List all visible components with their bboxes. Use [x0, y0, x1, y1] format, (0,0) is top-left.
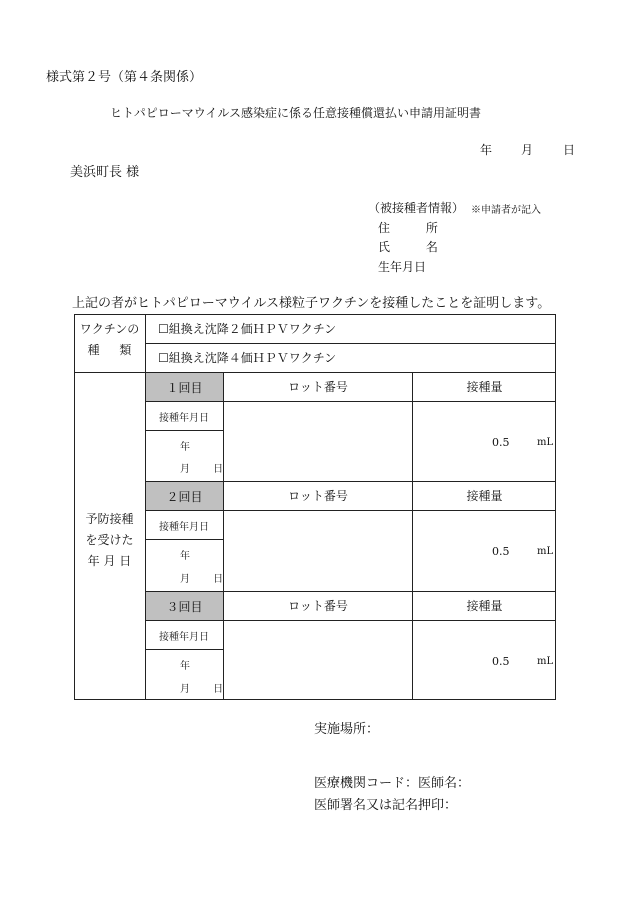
checkbox-icon[interactable]: ☐	[158, 351, 169, 365]
lot-number-label: ロット番号	[288, 599, 348, 613]
dose-unit: mL	[537, 656, 554, 667]
date-month-day-chars: 月 日	[180, 464, 234, 475]
certification-text: 上記の者がヒトパピローマウイルス様粒子ワクチンを接種したことを証明します。	[72, 296, 551, 311]
dose-number: １回目	[146, 373, 223, 401]
doctor-signature-label: 医師署名又は記名押印：	[314, 798, 458, 813]
date-year-char: 年	[180, 551, 190, 562]
lot-number-label: ロット番号	[288, 380, 348, 394]
date-day-label: 日	[563, 143, 576, 157]
addressee: 美浜町長 様	[70, 165, 140, 180]
dose-number: ２回目	[146, 482, 223, 510]
dose-amount-label: 接種量	[466, 599, 503, 613]
address-label: 住 所	[378, 221, 454, 235]
lot-number-label: ロット番号	[288, 489, 348, 503]
dose-amount-value: 0.5	[492, 545, 510, 558]
dose-unit: mL	[537, 437, 554, 448]
date-month-day-chars: 月 日	[180, 684, 234, 695]
birthdate-label: 生年月日	[378, 260, 427, 274]
vaccination-date-label: 接種年月日	[159, 412, 209, 424]
vaccination-date-label: 接種年月日	[159, 521, 209, 533]
date-month-label: 月	[521, 143, 534, 157]
dose-amount-label: 接種量	[466, 489, 503, 503]
institution-code-label: 医療機関コード：医師名：	[314, 776, 471, 791]
dose-amount-label: 接種量	[466, 380, 503, 394]
dose-amount-value: 0.5	[492, 436, 510, 449]
date-month-day-chars: 月 日	[180, 574, 234, 585]
dose-unit: mL	[537, 546, 554, 557]
date-year-label: 年	[480, 143, 493, 157]
location-label: 実施場所：	[314, 722, 380, 737]
dose-number: ３回目	[146, 592, 223, 620]
vaccine-row-divider	[145, 343, 556, 344]
vaccine-type-label: ワクチンの 種 類	[79, 322, 140, 357]
date-year-char: 年	[180, 661, 190, 672]
form-number: 様式第２号（第４条関係）	[46, 70, 203, 85]
document-title: ヒトパピローマウイルス感染症に係る任意接種償還払い申請用証明書	[110, 106, 482, 120]
vaccine-option-quadrivalent[interactable]: ☐組換え沈降４価ＨＰＶワクチン	[158, 351, 337, 365]
dose-date-label: 予防接種 を受けた 年 月 日	[85, 512, 134, 568]
recipient-note: ※申請者が記入	[471, 205, 541, 216]
date-year-char: 年	[180, 442, 190, 453]
name-label: 氏 名	[378, 240, 454, 254]
vaccine-option-bivalent[interactable]: ☐組換え沈降２価ＨＰＶワクチン	[158, 322, 337, 336]
dose-amount-value: 0.5	[492, 655, 510, 668]
checkbox-icon[interactable]: ☐	[158, 322, 169, 336]
certificate-table	[74, 314, 556, 700]
recipient-heading: （被接種者情報）	[368, 201, 465, 215]
vaccination-date-label: 接種年月日	[159, 631, 209, 643]
